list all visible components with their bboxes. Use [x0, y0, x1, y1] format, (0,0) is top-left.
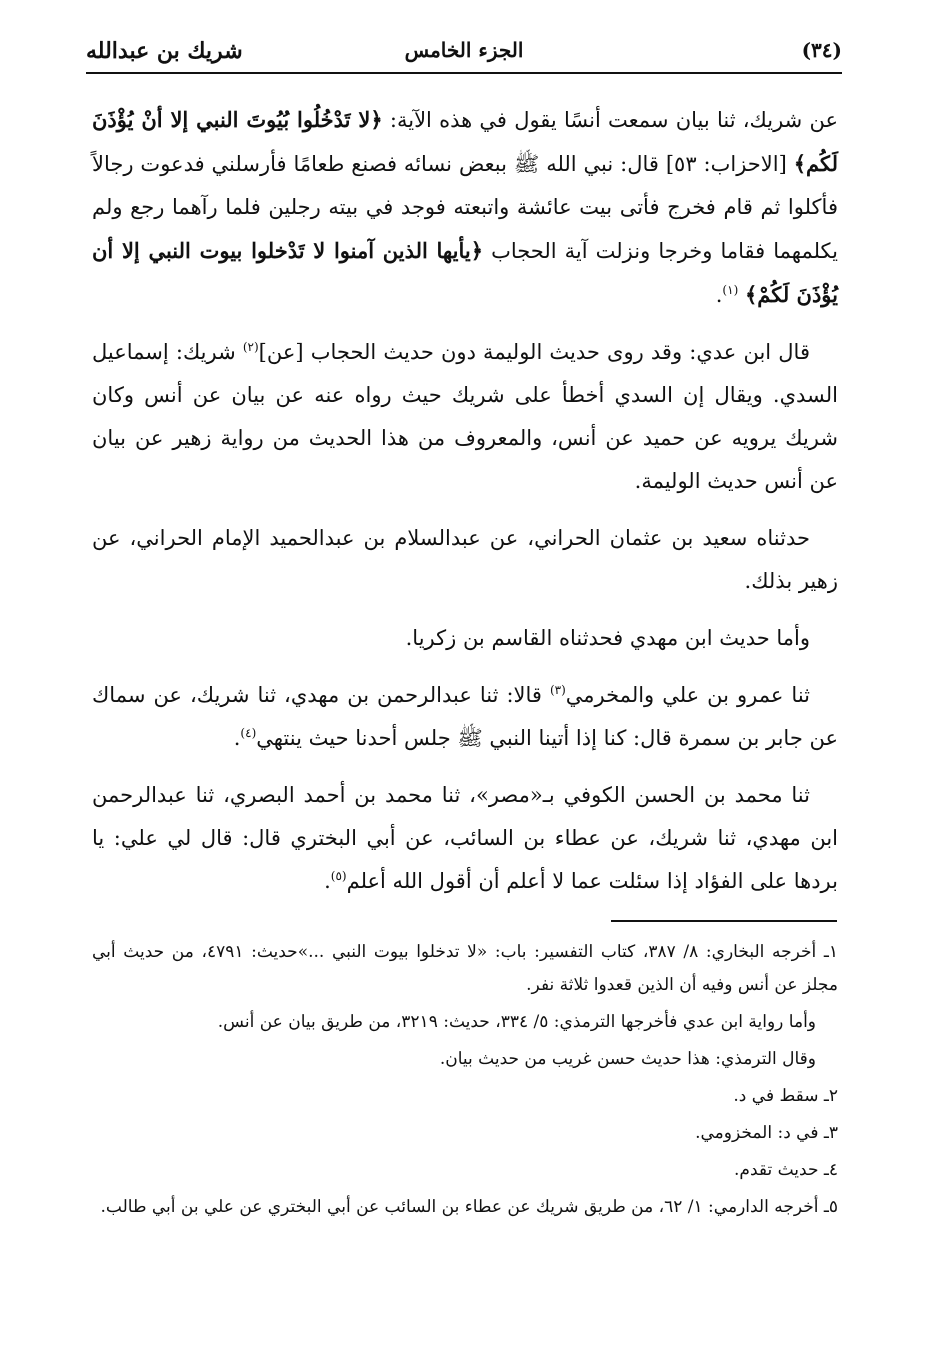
paragraph-text: عن شريك، ثنا بيان سمعت أنسًا يقول في هذه الآية: [382, 108, 838, 132]
footnote-4: ٤ـ حديث تقدم. [734, 1160, 838, 1180]
footnote-reference: (٢) [242, 340, 259, 354]
paragraph-1 [92, 98, 838, 317]
footnote-2: ٢ـ سقط في د. [733, 1086, 838, 1106]
quran-verse: ﴿يأيها الذين آمنوا لا تَدْخلوا بيوت النبي إلا أن يُؤْذَنَ لَكُمْ﴾ [92, 238, 838, 307]
running-title: شريك بن عبدالله [86, 38, 243, 64]
footnote-divider [611, 920, 837, 922]
paragraph-text: . [324, 869, 331, 893]
footnote-reference: (٤) [240, 726, 257, 740]
footnote-reference: (٣) [549, 683, 566, 697]
paragraph-text: قال ابن عدي: وقد روى حديث الوليمة دون حديث الحجاب [عن] [258, 340, 810, 364]
paragraph-text: ثنا محمد بن الحسن الكوفي بـ«مصر»، ثنا محمد بن أحمد البصري، ثنا عبدالرحمن ابن مهدي، ثنا شريك، عن عطاء بن السائب، عن أبي البختري قال: قال لي علي: يا بردها على الفؤاد إذا سئلت عما لا أعلم أن أقول الله أعلم [92, 783, 838, 893]
footnote-1-continuation: وقال الترمذي: هذا حديث حسن غريب من حديث بيان. [439, 1049, 816, 1069]
paragraph-text: . [233, 726, 241, 750]
paragraph-4: وأما حديث ابن مهدي فحدثناه القاسم بن زكريا. [405, 626, 810, 650]
main-text [92, 98, 838, 917]
footnote-3: ٣ـ في د: المخزومي. [695, 1123, 838, 1143]
paragraph-text: شريك: إسماعيل السدي. ويقال إن السدي أخطأ على شريك حيث رواه عنه عن بيان عن أنس وكان شريك يرويه عن حميد عن أنس، والمعروف من هذا الحديث من رواية زهير عن بيان عن أنس حديث الوليمة. [92, 340, 838, 493]
footnote-reference: (٥) [330, 869, 347, 883]
volume-title: الجزء الخامس [404, 38, 524, 62]
footnote-reference: (١) [722, 283, 739, 297]
page-number: (٣٤) [801, 38, 842, 62]
paragraph-text: . [715, 283, 723, 307]
paragraph-5 [92, 674, 838, 760]
footnote-5: ٥ـ أخرجه الدارمي: ١/ ٦٢، من طريق شريك عن عطاء بن السائب عن أبي البختري عن علي بن أبي طالب. [100, 1197, 838, 1217]
footnotes [92, 936, 838, 1228]
footnote-1-continuation: وأما رواية ابن عدي فأخرجها الترمذي: ٥/ ٣٣٤، حديث: ٣٢١٩، من طريق بيان عن أنس. [217, 1012, 816, 1032]
paragraph-3: حدثناه سعيد بن عثمان الحراني، عن عبدالسلام بن عبدالحميد الإمام الحراني، عن زهير بذلك. [92, 526, 838, 593]
paragraph-2 [92, 331, 838, 503]
paragraph-text: قالا: ثنا عبدالرحمن بن مهدي، ثنا شريك، عن سماك عن جابر بن سمرة قال: كنا إذا أتينا النبي ﷺ جلس أحدنا حيث ينتهي [92, 683, 838, 750]
header-divider [86, 72, 842, 74]
quran-verse: ﴿لا تَدْخُلُوا بُيُوتَ النبي إلا أنْ يُؤْذَنَ لَكُم﴾ [92, 107, 838, 176]
footnote-1: ١ـ أخرجه البخاري: ٨/ ٣٨٧، كتاب التفسير: باب: «لا تدخلوا بيوت النبي ...»حديث: ٤٧٩١، من حديث أبي مجلز عن أنس وفيه أن الذين قعدوا ثلاثة نفر. [92, 942, 838, 995]
page-header [86, 32, 842, 72]
paragraph-6 [92, 774, 838, 903]
paragraph-text: [الاحزاب: ٥٣] قال: نبي الله ﷺ ببعض نسائه فصنع طعامًا فأرسلني فدعوت رجالاً فأكلوا ثم قام فخرج فأتى بيت عائشة واتبعته فوجد في بيته رجلين فلما رآهما رجع ولم يكلمهما فقاما وخرجا ونزلت آية الحجاب [92, 152, 838, 263]
paragraph-text: ثنا عمرو بن علي والمخرمي [565, 683, 810, 707]
